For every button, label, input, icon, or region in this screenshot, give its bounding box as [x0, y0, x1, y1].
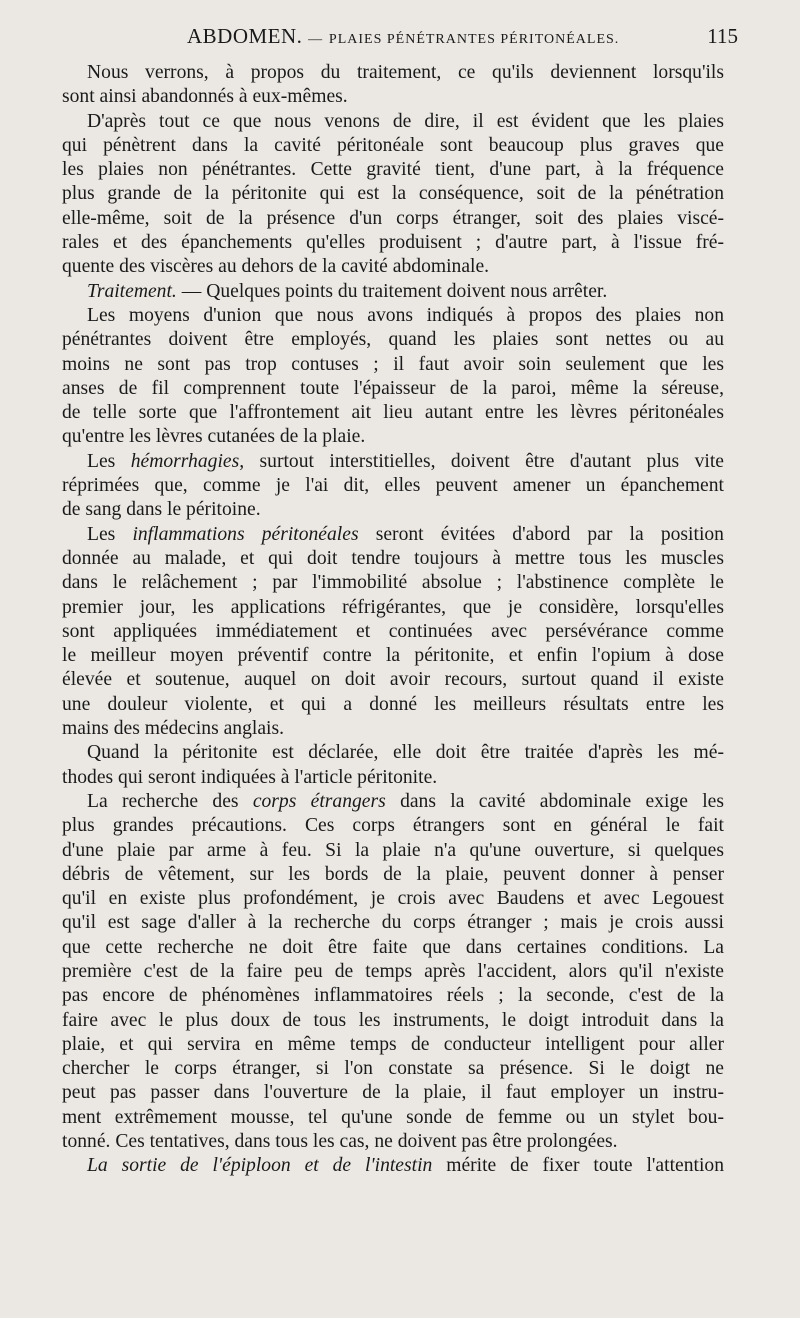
- line-text: mérite de fixer toute l'attention: [432, 1155, 724, 1177]
- text-line: [62, 766, 724, 790]
- text-line: [62, 1106, 724, 1130]
- line-text: d'une plaie par arme à feu. Si la plaie n'a qu'une ouverture, si quelques: [62, 839, 724, 861]
- text-line: [62, 1033, 724, 1057]
- line-text: le meilleur moyen préventif contre la péritonite, et enfin l'opium à dose: [62, 645, 724, 667]
- text-line: [62, 401, 724, 425]
- line-text: pas encore de phénomènes inflammatoires réels ; la seconde, c'est de la: [62, 985, 724, 1007]
- text-line: [62, 182, 724, 206]
- text-line: [62, 863, 724, 887]
- text-line: [62, 1130, 724, 1154]
- line-text: les plaies non pénétrantes. Cette gravité tient, d'une part, à la fréquence: [62, 159, 724, 181]
- page-number: 115: [707, 24, 738, 48]
- line-text-italic: hémorrhagies,: [130, 450, 245, 472]
- text-line: [62, 377, 724, 401]
- line-text: qu'il en existe plus profondément, je crois avec Baudens et avec Legouest: [62, 888, 724, 910]
- text-line: [62, 911, 724, 935]
- line-text: ment extrêmement mousse, tel qu'une sonde de femme ou un stylet bou-: [62, 1106, 724, 1128]
- line-text: réprimées que, comme je l'ai dit, elles peuvent amener un épanchement: [62, 475, 724, 497]
- text-line: [62, 474, 724, 498]
- line-text-italic: Traitement.: [87, 280, 177, 302]
- line-text: tonné. Ces tentatives, dans tous les cas, ne doivent pas être prolongées.: [62, 1131, 618, 1153]
- line-text: pénétrantes doivent être employés, quand les plaies sont nettes ou au: [62, 329, 724, 351]
- line-text: faire avec le plus doux de tous les instruments, le doigt introduit dans la: [62, 1009, 724, 1031]
- line-text: plus grande de la péritonite qui est la conséquence, soit de la pénétration: [62, 183, 724, 205]
- line-text-pre: La recherche des: [87, 790, 253, 812]
- line-text: première c'est de la faire peu de temps après l'accident, alors qu'il n'existe: [62, 960, 724, 982]
- running-title: [187, 24, 619, 49]
- text-line: [62, 450, 724, 474]
- text-line: [62, 523, 724, 547]
- line-text: Les moyens d'union que nous avons indiqués à propos des plaies non: [87, 304, 724, 326]
- text-line: [62, 717, 724, 741]
- line-text: Nous verrons, à propos du traitement, ce qu'ils deviennent lorsqu'ils: [87, 62, 724, 83]
- text-line: [62, 498, 724, 522]
- text-line: [62, 547, 724, 571]
- line-text: que cette recherche ne doit être faite que dans certaines conditions. La: [62, 936, 724, 958]
- title-dash: —: [308, 32, 324, 47]
- text-line: [62, 231, 724, 255]
- text-line: [62, 693, 724, 717]
- text-line: [62, 596, 724, 620]
- text-line: [62, 1081, 724, 1105]
- line-text: sont ainsi abandonnés à eux-mêmes.: [62, 86, 348, 108]
- line-text: débris de vêtement, sur les bords de la plaie, peuvent donner à penser: [62, 863, 724, 885]
- line-text: D'après tout ce que nous venons de dire, il est évident que les plaies: [87, 110, 724, 132]
- line-text: une douleur violente, et qui a donné les meilleurs résultats entre les: [62, 693, 724, 715]
- line-text: seront évitées d'abord par la position: [358, 523, 724, 545]
- line-text: de sang dans le péritoine.: [62, 499, 261, 521]
- text-line: [62, 1154, 724, 1178]
- section-title: ABDOMEN.: [187, 24, 303, 48]
- line-text: premier jour, les applications réfrigérantes, que je considère, lorsqu'elles: [62, 596, 724, 618]
- line-text-italic: corps étrangers: [252, 790, 386, 812]
- line-text: plaie, et qui servira en même temps de conducteur intelligent pour aller: [62, 1033, 724, 1055]
- text-line: [62, 644, 724, 668]
- line-text: qu'il est sage d'aller à la recherche du corps étranger ; mais je crois aussi: [62, 912, 724, 934]
- line-text: mains des médecins anglais.: [62, 718, 285, 740]
- line-text: de telle sorte que l'affrontement ait lieu autant entre les lèvres péritonéales: [62, 402, 724, 424]
- page-body: [62, 61, 724, 1179]
- text-line: [62, 960, 724, 984]
- line-text: Quand la péritonite est déclarée, elle doit être traitée d'après les mé-: [87, 742, 724, 764]
- text-line: [62, 134, 724, 158]
- text-line: [62, 328, 724, 352]
- section-subtitle: PLAIES PÉNÉTRANTES PÉRITONÉALES.: [328, 32, 620, 47]
- text-line: [62, 839, 724, 863]
- text-line: [62, 790, 724, 814]
- text-line: [62, 620, 724, 644]
- text-line: [62, 207, 724, 231]
- running-header: [62, 24, 738, 54]
- line-text: qui pénètrent dans la cavité péritonéale sont beaucoup plus graves que: [62, 134, 724, 156]
- text-line: [62, 61, 724, 85]
- line-text: élevée et soutenue, auquel on doit avoir recours, surtout quand il existe: [62, 669, 724, 691]
- line-text: dans le relâchement ; par l'immobilité absolue ; l'abstinence complète le: [62, 572, 724, 594]
- line-text: thodes qui seront indiquées à l'article péritonite.: [62, 766, 438, 788]
- text-line: [62, 936, 724, 960]
- text-line: [62, 110, 724, 134]
- text-line: [62, 571, 724, 595]
- line-text: sont appliquées immédiatement et continuées avec persévérance comme: [62, 620, 724, 642]
- text-line: [62, 887, 724, 911]
- text-line: [62, 158, 724, 182]
- line-text-pre: Les: [87, 450, 131, 472]
- line-text: qu'entre les lèvres cutanées de la plaie.: [62, 426, 366, 448]
- text-line: [62, 280, 724, 304]
- text-line: [62, 255, 724, 279]
- text-line: [62, 814, 724, 838]
- text-line: [62, 741, 724, 765]
- line-text: donnée au malade, et qui doit tendre toujours à mettre tous les muscles: [62, 547, 724, 569]
- text-line: [62, 1009, 724, 1033]
- line-text: surtout interstitielles, doivent être d'autant plus vite: [244, 450, 724, 472]
- line-text-italic: inflammations péritonéales: [132, 523, 359, 545]
- line-text-pre: Les: [87, 523, 133, 545]
- text-line: [62, 304, 724, 328]
- line-text: moins ne sont pas trop contuses ; il faut avoir soin seulement que les: [62, 353, 724, 375]
- line-text: — Quelques points du traitement doivent nous arrêter.: [176, 280, 608, 302]
- line-text: elle-même, soit de la présence d'un corps étranger, soit des plaies viscé-: [62, 207, 724, 229]
- text-line: [62, 1057, 724, 1081]
- text-line: [62, 425, 724, 449]
- text-line: [62, 353, 724, 377]
- line-text: quente des viscères au dehors de la cavité abdominale.: [62, 256, 490, 278]
- line-text: plus grandes précautions. Ces corps étrangers sont en général le fait: [62, 815, 724, 837]
- line-text: dans la cavité abdominale exige les: [385, 790, 724, 812]
- text-line: [62, 85, 724, 109]
- line-text: anses de fil comprennent toute l'épaisseur de la paroi, même la séreuse,: [62, 377, 724, 399]
- text-line: [62, 668, 724, 692]
- line-text: chercher le corps étranger, si l'on constate sa présence. Si le doigt ne: [62, 1058, 724, 1080]
- text-line: [62, 984, 724, 1008]
- line-text: rales et des épanchements qu'elles produisent ; d'autre part, à l'issue fré-: [62, 232, 724, 254]
- line-text: peut pas passer dans l'ouverture de la plaie, il faut employer un instru-: [62, 1082, 724, 1104]
- line-text-italic: La sortie de l'épiploon et de l'intestin: [87, 1155, 433, 1177]
